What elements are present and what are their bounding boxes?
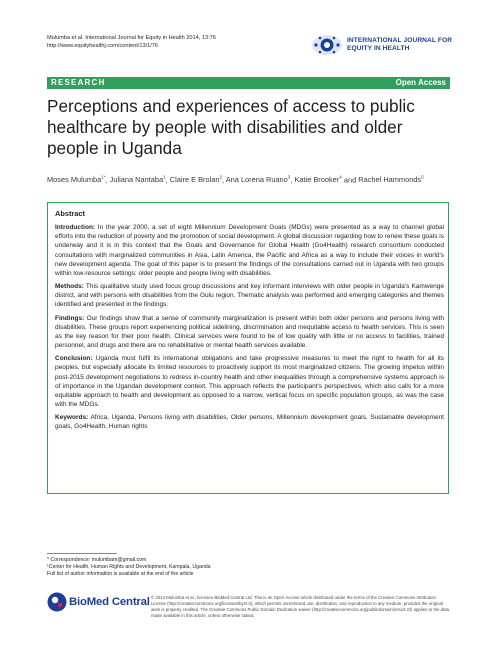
article-title: Perceptions and experiences of access to public healthcare by people with disabilities and older people in Uganda <box>47 96 415 158</box>
section-label: Findings: <box>55 314 85 322</box>
section-text: Africa, Uganda, Persons living with disabilities, Older persons, Millennium development goals, Sustainable development goals, Go4Health, Human rights <box>55 414 444 431</box>
section-label: Conclusion: <box>55 355 93 363</box>
abstract-conclusion <box>55 354 444 409</box>
author-name <box>47 175 106 184</box>
author-affiliation-mark: 4 <box>339 175 342 180</box>
publisher-name: BioMed Central <box>69 596 150 608</box>
article-url[interactable]: http://www.equityhealthj.com/content/13/1/76 <box>47 43 159 49</box>
license-text: © 2014 Mulumba et al.; licensee BioMed Central Ltd. This is an Open Access article distributed under the terms of the Creative Commons Attribution License (http://creativecommons.org/licenses/by/4.0), which permits unrestricted use, distribution, and reproduction in any medium, provided the original work is properly credited. The Creative Commons Public Domain Dedication waiver (http://creativecommons.org/publicdomain/zero/1.0/) applies to the data made available in this article, unless otherwise stated. <box>151 595 450 619</box>
author-name-text: Juliana Nantaba <box>109 175 164 185</box>
author-affiliation-mark: 5 <box>421 175 424 180</box>
section-label: Methods: <box>55 283 84 291</box>
author-name <box>226 175 291 184</box>
journal-name <box>347 37 452 53</box>
journal-name-line: INTERNATIONAL JOURNAL FOR <box>347 37 453 44</box>
abstract-methods <box>55 282 444 309</box>
author-name-text: Ana Lorena Ruano <box>225 175 288 185</box>
abstract-keywords <box>55 413 444 431</box>
publisher-logo <box>47 591 150 615</box>
abstract-introduction <box>55 223 444 278</box>
open-access-label: Open Access <box>395 78 446 87</box>
journal-emblem-icon <box>311 34 343 56</box>
author-info-note: Full list of author information is available at the end of the article <box>47 571 194 578</box>
author-affiliation-mark: 2 <box>219 175 223 180</box>
author-name <box>294 175 341 184</box>
author-name <box>110 175 166 184</box>
author-name <box>358 175 423 184</box>
citation-header <box>47 34 216 50</box>
section-text: Our findings show that a sense of community marginalization is present within both older persons and persons living with disabilities. These groups report experiencing political sidelining, discrimination and inequitable access to health services. This is seen as the key reason for their poor health. Clinical services were found to be of low quality with little or no access to facilities, trained personnel, and drugs and there are no rehabilitative or mental health services available. <box>55 314 444 350</box>
affiliation-note: ¹Center for Health, Human Rights and Development, Kampala, Uganda <box>47 564 211 571</box>
journal-name-line: EQUITY IN HEALTH <box>347 45 410 52</box>
author-affiliation-mark: 1 <box>163 175 166 180</box>
footnotes <box>47 557 211 579</box>
section-text: In the year 2000, a set of eight Millennium Development Goals (MDGs) were presented as a way to channel global efforts into the reduction of poverty and the promotion of social development. A global discussion regarding how to renew these goals is underway and it is in this context that the Goals and Governance for Global Health (Go4Health) research consortium conducted consultations with marginalized communities in Asia, Latin America, the Pacific and Africa as a way to include their voices in world's new development agenda. The goal of this paper is to present the findings of the consultations carried out in Uganda with two groups within low-resource settings: older people and people living with disabilities. <box>55 224 444 277</box>
author-name-text: Katie Brooker <box>294 175 340 185</box>
correspondence-note: * Correspondence: mulumbam@gmail.com <box>47 557 147 563</box>
abstract-findings <box>55 314 444 351</box>
article-type-banner <box>47 77 450 89</box>
author-name <box>170 175 222 184</box>
author-affiliation-mark: 3 <box>287 175 291 180</box>
author-name-text: Claire E Brolan <box>169 175 220 185</box>
article-type-label: RESEARCH <box>51 78 106 87</box>
journal-logo <box>311 34 455 58</box>
abstract-box <box>47 202 449 494</box>
citation-line: Mulumba et al. International Journal for Equity in Health 2014, 13:76 <box>47 35 216 41</box>
author-name-text: Moses Mulumba <box>47 175 102 185</box>
section-label: Introduction: <box>55 224 96 232</box>
author-affiliation-mark: 1* <box>101 175 106 180</box>
section-text: This qualitative study used focus group discussions and key informant interviews with older people in Uganda's Kamwenge district, and with persons with disabilities from the Gulu region. Thematic analysis was performed and emerging categories and themes identified and presented in the findings. <box>55 283 444 309</box>
author-name-text: Rachel Hammonds <box>358 175 422 185</box>
biomed-central-logo-icon <box>47 592 67 612</box>
section-label: Keywords: <box>55 414 89 422</box>
footnote-divider <box>47 553 117 554</box>
section-text: Uganda must fulfil its international obligations and take progressive measures to meet the right to health for all its peoples, but especially allocate its limited resources to proactively support its most marginalized citizens. The growing impetus within post-2015 development negotiations to redress in-country health and other inequalities through a comprehensive systems approach is of importance in the Ugandan development context. This approach reflects the participant's perspectives, which also calls for a more equitable approach to health and development as opposed to a narrow, vertical focus on specific population groups, as was the case with the MDGs. <box>55 355 445 408</box>
author-list: Moses Mulumba$^{1*}$, Juliana Nantaba$^1$, Claire E Brolan$^2$, Ana Lorena Ruano$^3$, Katie Brooker$^4$ and Rachel Hammonds$^5$ <box>47 175 424 185</box>
abstract-heading: Abstract <box>55 209 85 218</box>
